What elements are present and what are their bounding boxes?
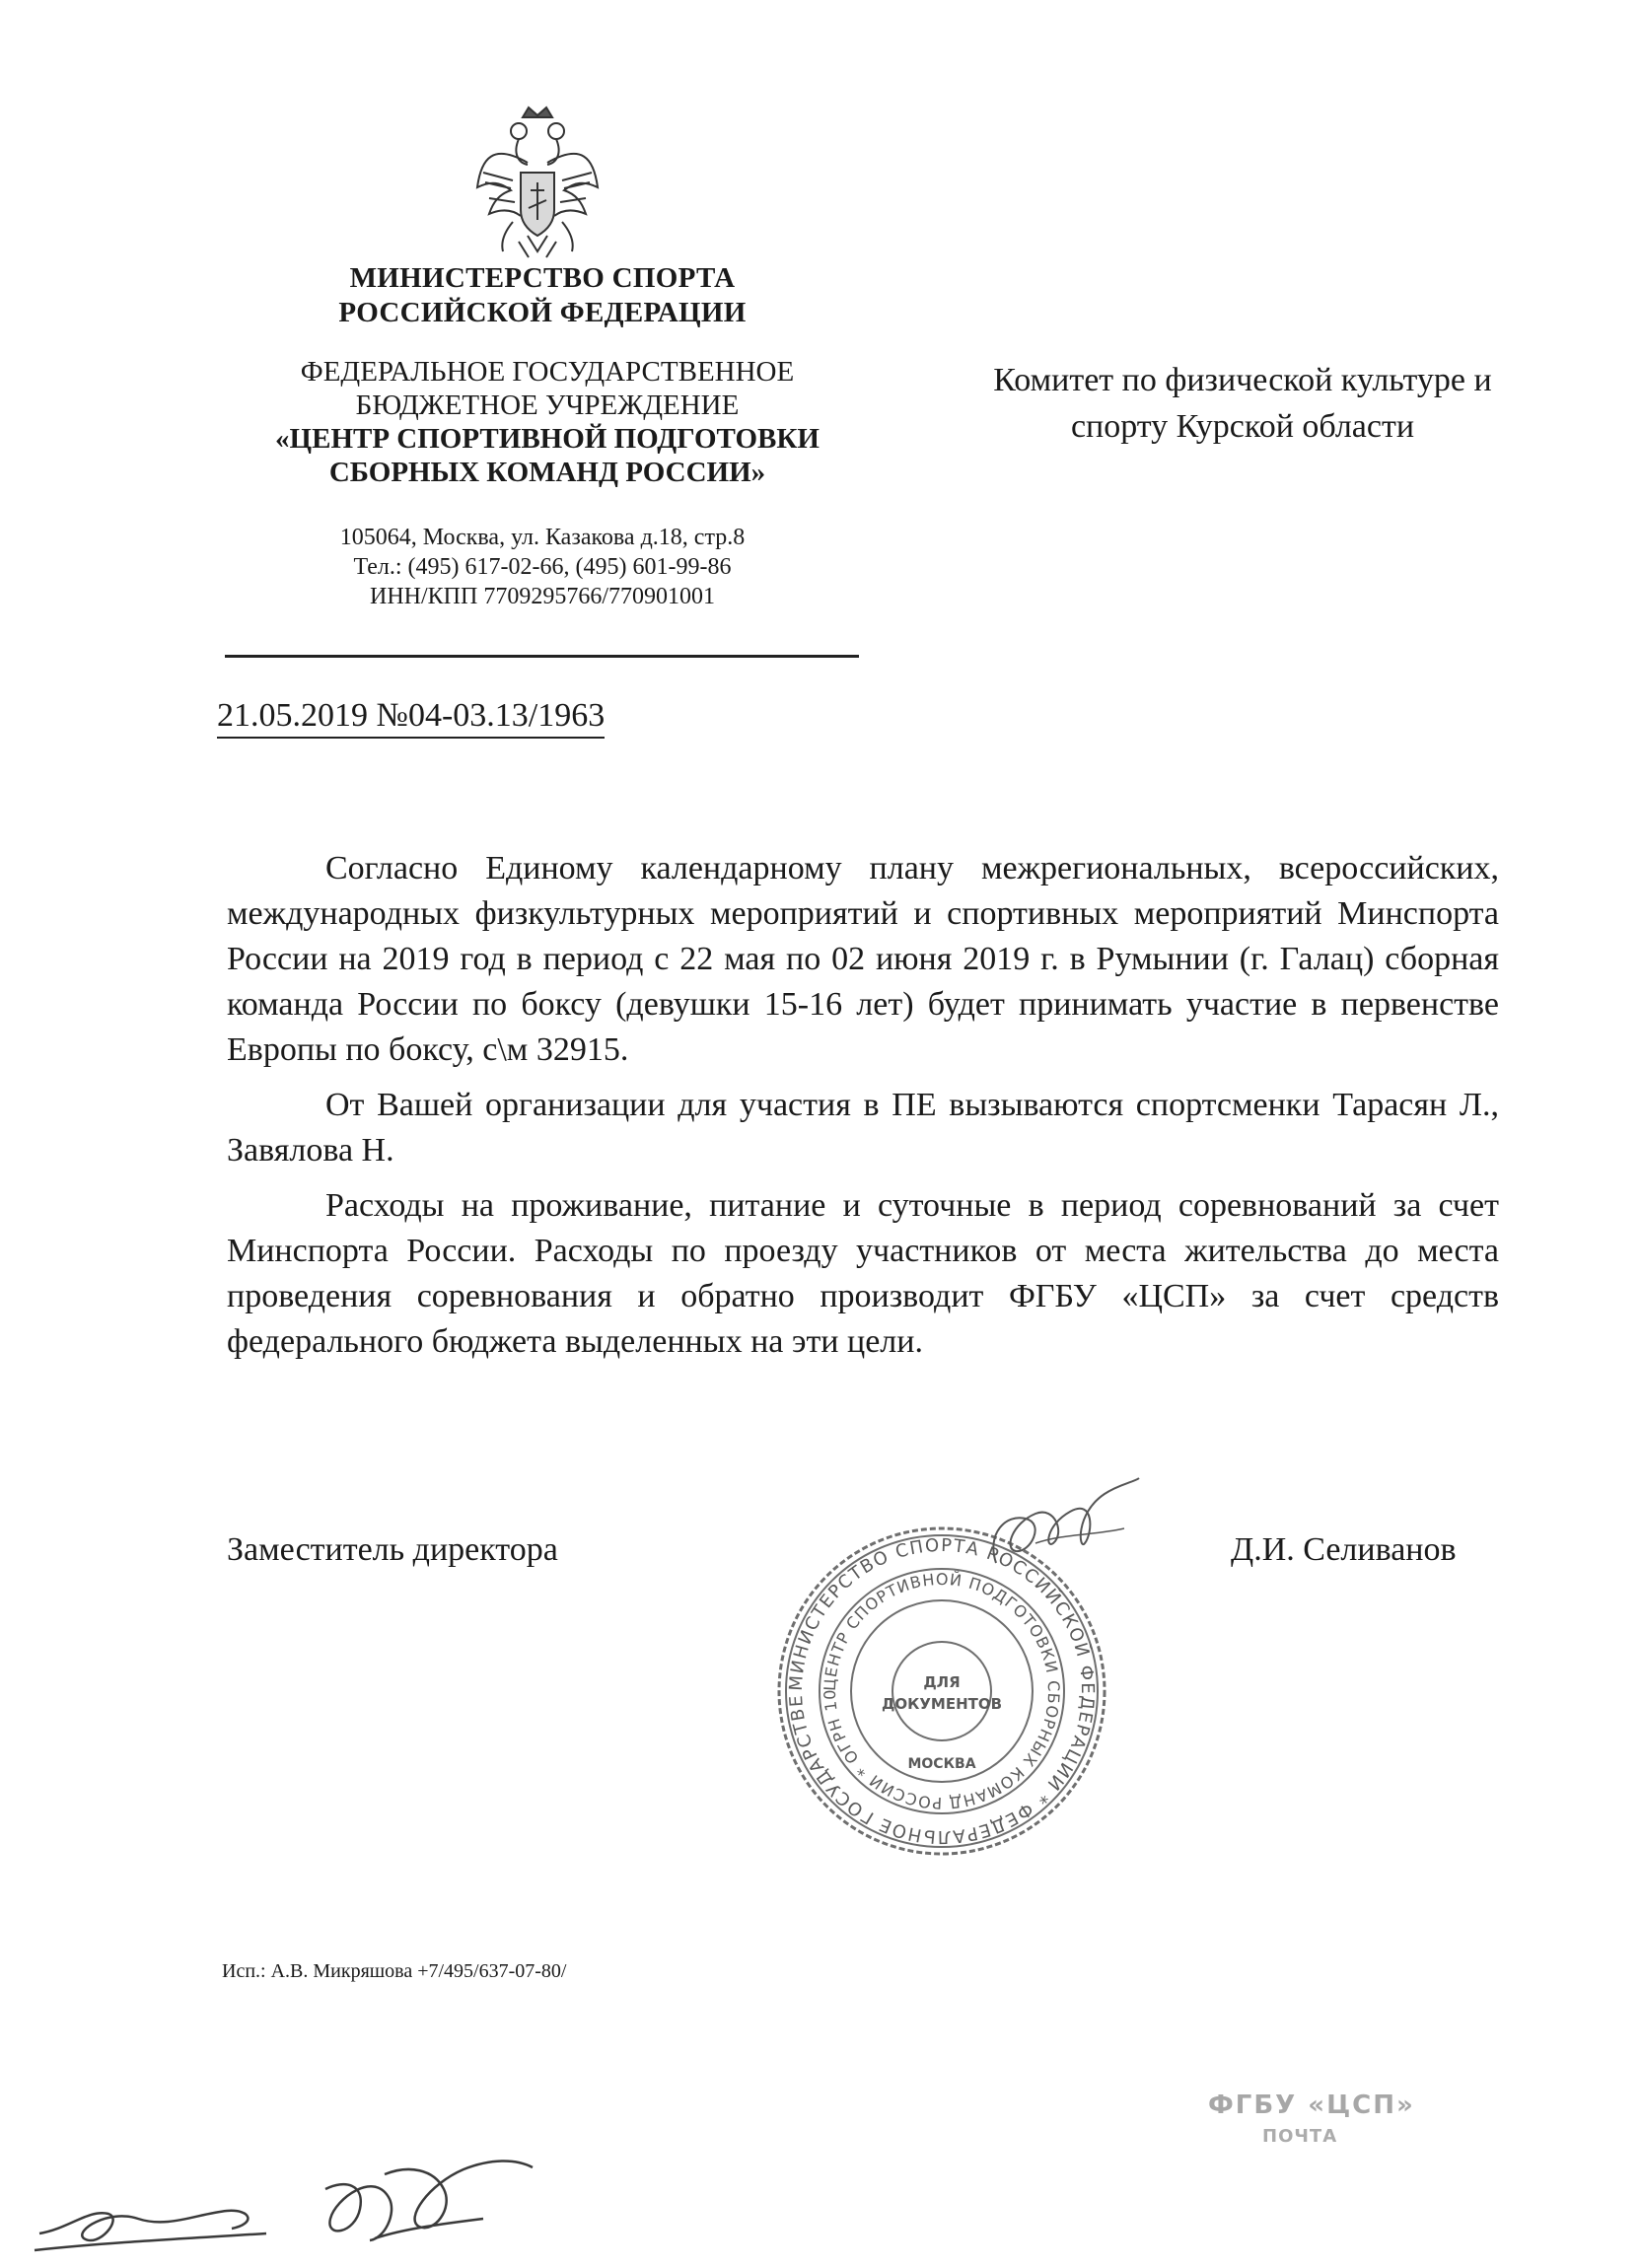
seal-city: МОСКВА: [907, 1756, 976, 1772]
mail-stamp: [1208, 2091, 1415, 2179]
body-paragraph-3: Расходы на проживание, питание и суточные в период соревнований за счет Минспорта России. Расходы по проезду участников от места жительства до места проведения соревнования и обратно производит ФГБУ «ЦСП» за счет средств федерального бюджета выделенных на эти цели.: [227, 1187, 1499, 1360]
inn-kpp: ИНН/КПП 7709295766/770901001: [369, 584, 715, 609]
seal-outer-text: МИНИСТЕРСТВО СПОРТА РОССИЙСКОЙ ФЕДЕРАЦИИ * ФЕДЕРАЛЬНОЕ ГОСУДАРСТВЕ: [785, 1534, 1099, 1848]
institution-name-line-2: СБОРНЫХ КОМАНД РОССИИ»: [328, 457, 766, 488]
document-reference: 21.05.2019 №04-03.13/1963: [217, 696, 605, 739]
institution-name-line-1: «ЦЕНТР СПОРТИВНОЙ ПОДГОТОВКИ: [275, 423, 820, 455]
seal-center-line-1: ДЛЯ: [923, 1673, 961, 1691]
recipient-line-1: Комитет по физической культуре и: [993, 362, 1492, 398]
institution-block: [232, 355, 863, 489]
institution-type-line-2: БЮДЖЕТНОЕ УЧРЕЖДЕНИЕ: [355, 390, 740, 421]
signatory-name: Д.И. Селиванов: [1231, 1531, 1457, 1568]
executor-contact: Исп.: А.В. Микряшова +7/495/637-07-80/: [222, 1960, 567, 1982]
letter-body: [227, 846, 1499, 1375]
seal-inner-text: ЦЕНТР СПОРТИВНОЙ ПОДГОТОВКИ СБОРНЫХ КОМАНД РОССИИ * ОГРН 10: [820, 1569, 1064, 1813]
director-signature: [976, 1474, 1144, 1593]
institution-type-line-1: ФЕДЕРАЛЬНОЕ ГОСУДАРСТВЕННОЕ: [300, 356, 795, 388]
body-paragraph-1: Согласно Единому календарному плану межрегиональных, всероссийских, международных физкультурных мероприятий и спортивных мероприятий Минспорта России на 2019 год в период с 22 мая по 02 июня 2019 г. в Румынии (г. Галац) сборная команда России по боксу (девушки 15-16 лет) будет принимать участие в первенстве Европы по боксу, с\м 32915.: [227, 850, 1499, 1068]
body-paragraph-2: От Вашей организации для участия в ПЕ вызываются спортсменки Тарасян Л., Завялова Н.: [227, 1087, 1499, 1169]
double-headed-eagle-icon: [473, 104, 602, 261]
signatory-position: Заместитель директора: [227, 1531, 558, 1568]
letterhead-divider: [225, 655, 859, 658]
address: 105064, Москва, ул. Казакова д.18, стр.8: [339, 525, 746, 550]
recipient-block: [878, 357, 1607, 450]
ministry-name: [256, 261, 828, 330]
mail-stamp-label: ПОЧТА: [1262, 2126, 1338, 2147]
contact-block: [286, 523, 799, 611]
ministry-line-2: РОССИЙСКОЙ ФЕДЕРАЦИИ: [338, 297, 747, 328]
seal-center-line-2: ДОКУМЕНТОВ: [881, 1695, 1003, 1713]
ministry-line-1: МИНИСТЕРСТВО СПОРТА: [349, 262, 736, 294]
mail-stamp-org: ФГБУ «ЦСП»: [1208, 2091, 1415, 2120]
handwritten-initials: [30, 2140, 542, 2263]
recipient-line-2: спорту Курской области: [1070, 408, 1415, 445]
phones: Тел.: (495) 617-02-66, (495) 601-99-86: [353, 554, 732, 580]
